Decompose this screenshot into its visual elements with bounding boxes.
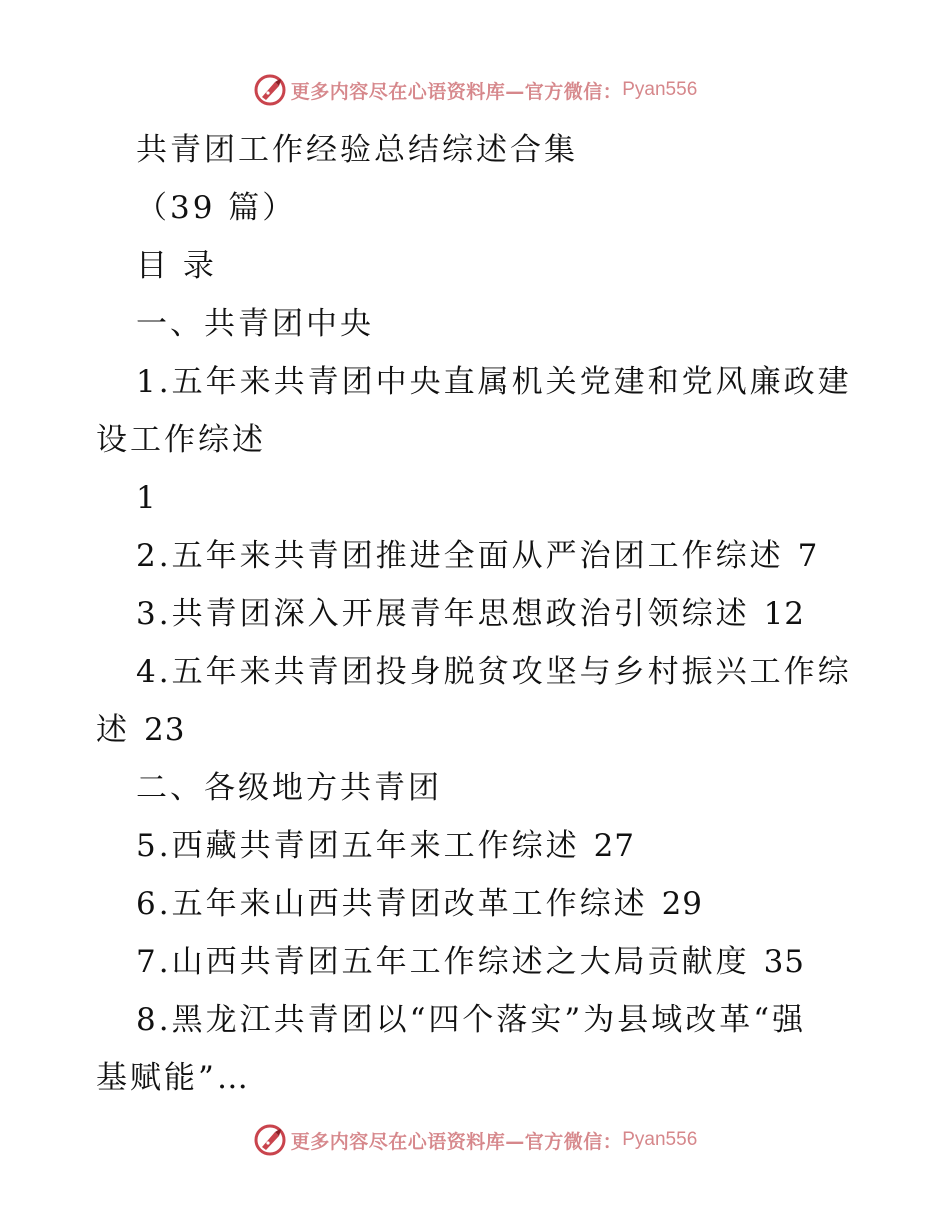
document-count: （39 篇） [136, 190, 297, 226]
toc-entry-text: 3.共青团深入开展青年思想政治引领综述 [136, 596, 750, 632]
toc-entry-page: 35 [763, 944, 806, 980]
section-heading: 二、各级地方共青团 [136, 770, 442, 806]
pen-nib-logo-icon [253, 73, 287, 107]
footer-watermark [0, 1120, 950, 1160]
watermark-text: 更多内容尽在心语资料库—官方微信： [290, 1130, 623, 1153]
toc-heading: 目 录 [136, 248, 217, 284]
toc-entry-page: 23 [144, 712, 186, 748]
watermark-wechat-id: Pyan556 [622, 1129, 698, 1150]
toc-entry-7 [136, 942, 805, 982]
toc-entry-8-line1: 8.黑龙江共青团以“四个落实”为县域改革“强 [136, 1002, 807, 1038]
watermark-group [253, 1123, 698, 1157]
toc-entry-1-page: 1 [136, 480, 159, 516]
toc-entry-1-line1: 1.五年来共青团中央直属机关党建和党风廉政建 [136, 364, 852, 400]
toc-entry-text: 7.山西共青团五年工作综述之大局贡献度 [136, 944, 750, 980]
watermark-group [253, 73, 698, 107]
toc-entry-2 [136, 536, 818, 576]
toc-entry-page: 27 [593, 828, 636, 864]
section-heading: 一、共青团中央 [136, 306, 374, 342]
toc-entry-text: 5.西藏共青团五年来工作综述 [136, 828, 580, 864]
toc-entry-page: 29 [661, 886, 704, 922]
pen-nib-logo-icon [253, 1123, 287, 1157]
toc-entry-3 [136, 594, 805, 634]
toc-entry-text: 6.五年来山西共青团改革工作综述 [136, 886, 648, 922]
toc-entry-1-line2: 设工作综述 [96, 422, 266, 458]
toc-entry-text: 2.五年来共青团推进全面从严治团工作综述 [136, 538, 784, 574]
document-title: 共青团工作经验总结综述合集 [136, 132, 578, 168]
watermark-wechat-id: Pyan556 [622, 79, 698, 100]
header-watermark [0, 70, 950, 110]
toc-entry-5 [136, 826, 635, 866]
toc-entry-4-line2 [96, 710, 185, 750]
watermark-text: 更多内容尽在心语资料库—官方微信： [290, 80, 623, 103]
toc-entry-6 [136, 884, 703, 924]
toc-entry-8-line2: 基赋能”… [96, 1060, 251, 1096]
toc-entry-page: 12 [763, 596, 806, 632]
toc-entry-4-line1: 4.五年来共青团投身脱贫攻坚与乡村振兴工作综 [136, 654, 852, 690]
toc-entry-text: 述 [96, 712, 130, 748]
toc-entry-page: 7 [797, 538, 819, 574]
